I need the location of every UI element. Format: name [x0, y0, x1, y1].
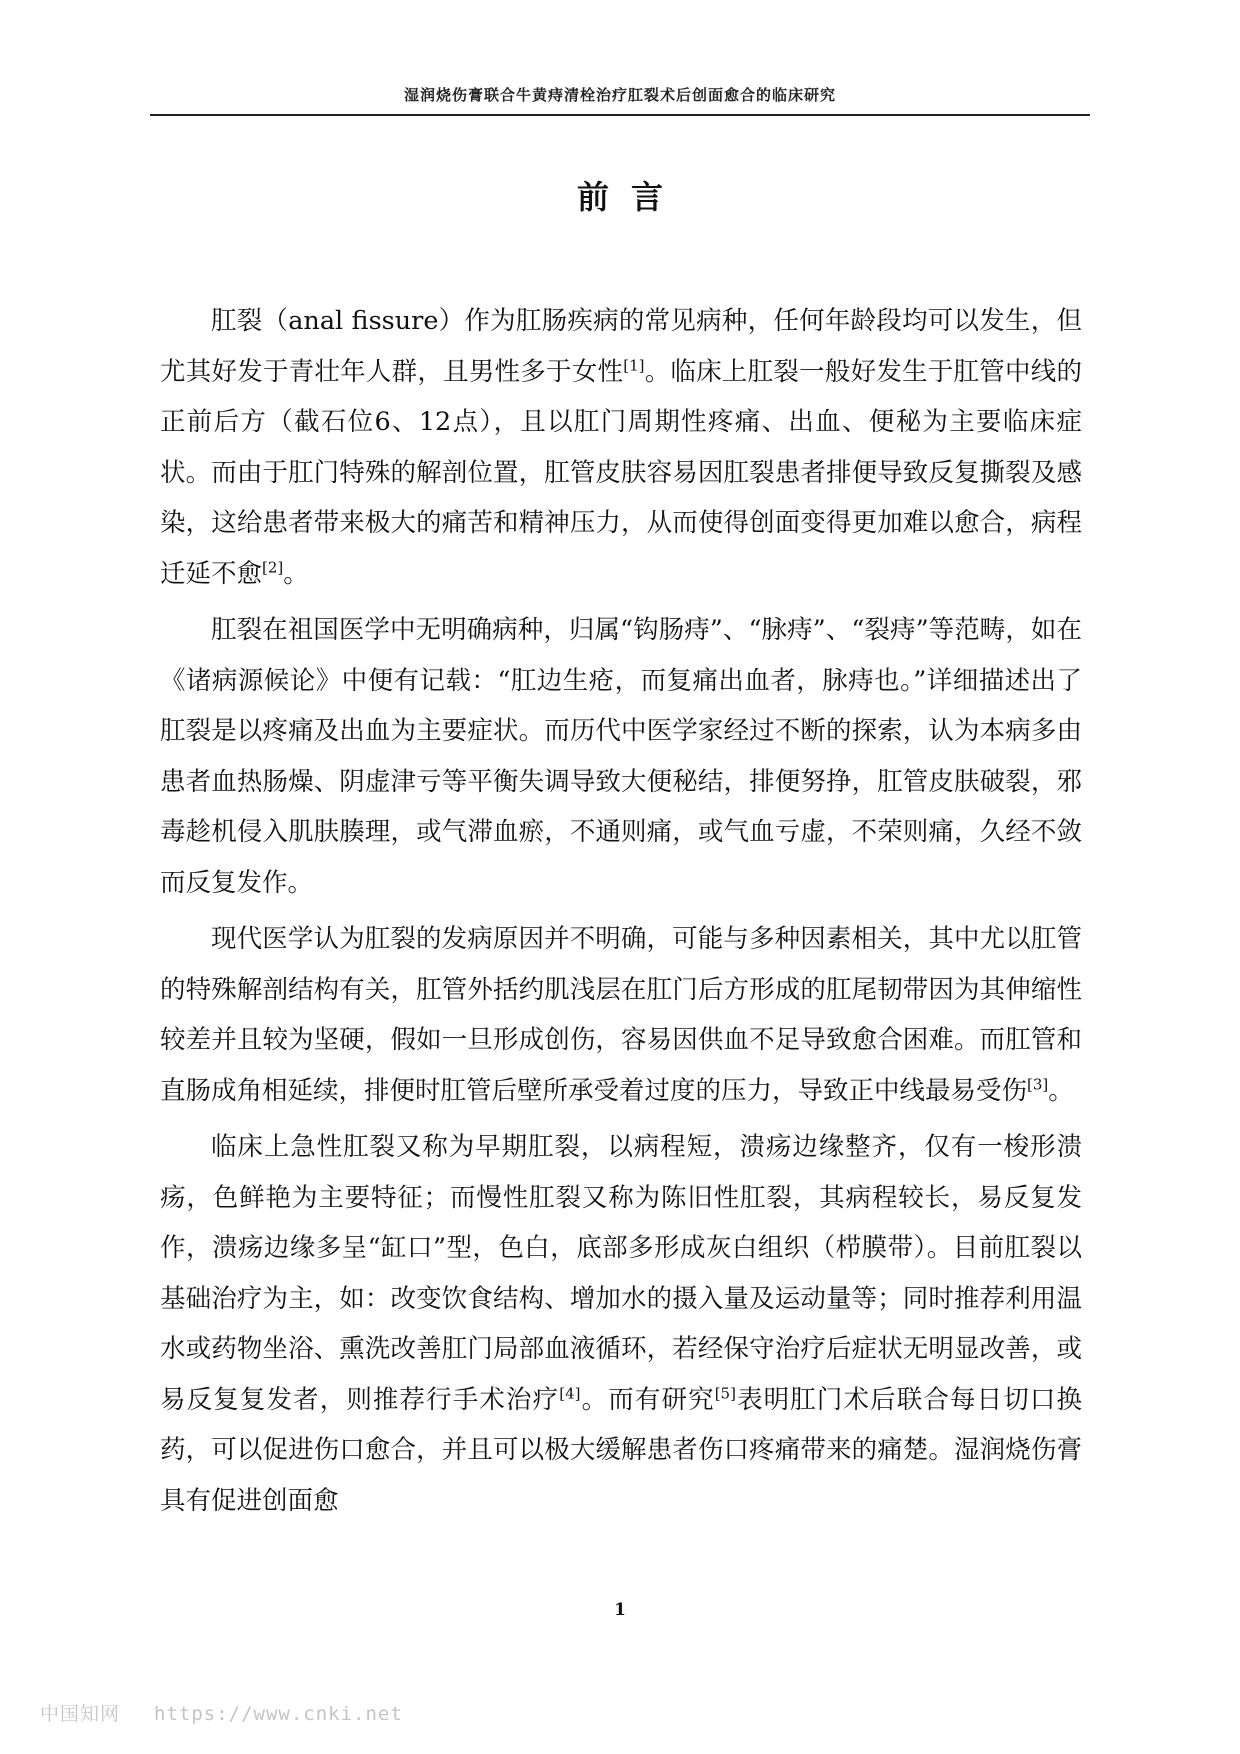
citation-ref: [3]	[1027, 1075, 1049, 1093]
page-number: 1	[614, 1600, 626, 1620]
citation-ref: [2]	[262, 558, 284, 576]
watermark-site-name: 中国知网	[40, 1703, 121, 1725]
running-header: 湿润烧伤膏联合牛黄痔清栓治疗肛裂术后创面愈合的临床研究	[403, 86, 836, 104]
citation-ref: [4]	[559, 1384, 581, 1402]
paragraph	[160, 1122, 1082, 1526]
paragraph-text: 肛裂在祖国医学中无明确病种，归属“钩肠痔”、“脉痔”、“裂痔”等范畴，如在《诸病源候论》中便有记载：“肛边生疮，而复痛出血者，脉痔也。”详细描述出了肛裂是以疼痛及出血为主要症状。而历代中医学家经过不断的探索，认为本病多由患者血热肠燥、阴虚津亏等平衡失调导致大便秘结，排便努挣，肛管皮肤破裂，邪毒趁机侵入肌肤腠理，或气滞血瘀，不通则痛，或气血亏虚，不荣则痛，久经不敛而反复发作。	[160, 615, 1082, 898]
paragraph-text: 。	[1048, 1075, 1074, 1106]
header-rule	[150, 114, 1090, 116]
paragraph-text: 。而有研究	[580, 1384, 715, 1415]
paragraph-text: 。	[283, 558, 309, 589]
paragraph-text: 肛裂（anal fissure）作为肛肠疾病的常见病种，任何年龄段均可以发生，但尤其好发于青壮年人群，且男性多于女性	[160, 306, 1082, 387]
citation-ref: [1]	[623, 356, 645, 374]
watermark-url: https://www.cnki.net	[154, 1703, 403, 1725]
paragraph-text: 表明肛门术后联合每日切口换药，可以促进伤口愈合，并且可以极大缓解患者伤口疼痛带来的痛楚。湿润烧伤膏具有促进创面愈	[160, 1384, 1082, 1516]
citation-ref: [5]	[714, 1384, 736, 1402]
body-text	[160, 296, 1082, 1532]
page-title: 前言	[576, 178, 685, 216]
watermark	[40, 1699, 403, 1726]
paragraph-text: 临床上急性肛裂又称为早期肛裂，以病程短，溃疡边缘整齐，仅有一梭形溃疡，色鲜艳为主要特征；而慢性肛裂又称为陈旧性肛裂，其病程较长，易反复发作，溃疡边缘多呈“缸口”型，色白，底部多形成灰白组织（栉膜带）。目前肛裂以基础治疗为主，如：改变饮食结构、增加水的摄入量及运动量等；同时推荐利用温水或药物坐浴、熏洗改善肛门局部血液循环，若经保守治疗后症状无明显改善，或易反复复发者，则推荐行手术治疗	[160, 1132, 1082, 1415]
paragraph	[160, 296, 1082, 599]
paragraph-text: 。临床上肛裂一般好发生于肛管中线的正前后方（截石位6、12点），且以肛门周期性疼痛、出血、便秘为主要临床症状。而由于肛门特殊的解剖位置，肛管皮肤容易因肛裂患者排便导致反复撕裂及感染，这给患者带来极大的痛苦和精神压力，从而使得创面变得更加难以愈合，病程迁延不愈	[160, 356, 1082, 589]
paragraph	[160, 605, 1082, 908]
paragraph	[160, 914, 1082, 1116]
paragraph-text: 现代医学认为肛裂的发病原因并不明确，可能与多种因素相关，其中尤以肛管的特殊解剖结构有关，肛管外括约肌浅层在肛门后方形成的肛尾韧带因为其伸缩性较差并且较为坚硬，假如一旦形成创伤，容易因供血不足导致愈合困难。而肛管和直肠成角相延续，排便时肛管后壁所承受着过度的压力，导致正中线最易受伤	[160, 924, 1082, 1106]
